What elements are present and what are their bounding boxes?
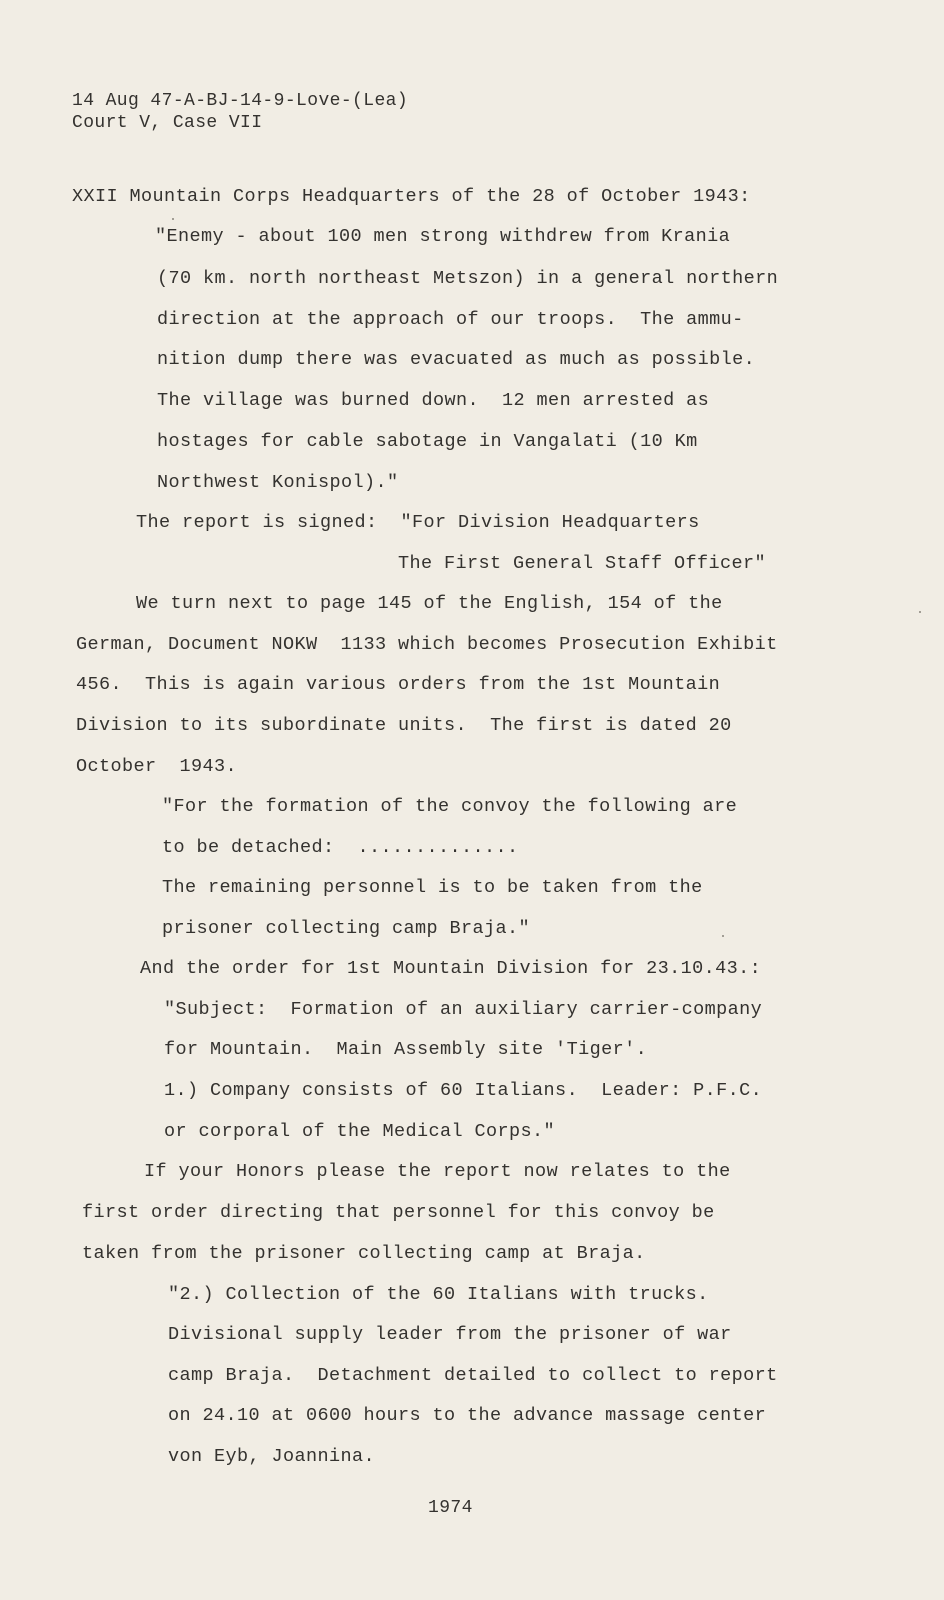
body-line: We turn next to page 145 of the English, 154 of the xyxy=(136,593,723,614)
body-line: taken from the prisoner collecting camp at Braja. xyxy=(82,1243,646,1264)
body-line: von Eyb, Joannina. xyxy=(168,1446,376,1467)
body-line: Division to its subordinate units. The first is dated 20 xyxy=(76,715,732,736)
body-line: hostages for cable sabotage in Vangalati (10 Km xyxy=(157,431,698,452)
body-line: 456. This is again various orders from the 1st Mountain xyxy=(76,674,721,695)
body-line: or corporal of the Medical Corps." xyxy=(164,1121,556,1142)
body-line: October 1943. xyxy=(76,756,238,777)
body-line: on 24.10 at 0600 hours to the advance massage center xyxy=(168,1405,767,1426)
body-line: to be detached: .............. xyxy=(162,837,519,858)
body-line: And the order for 1st Mountain Division for 23.10.43.: xyxy=(140,958,762,979)
body-line: nition dump there was evacuated as much as possible. xyxy=(157,349,756,370)
body-line: The remaining personnel is to be taken from the xyxy=(162,877,703,898)
page-number: 1974 xyxy=(428,1498,473,1518)
paper-speck xyxy=(919,611,921,613)
body-line: Northwest Konispol)." xyxy=(157,472,399,493)
body-line: XXII Mountain Corps Headquarters of the 28 of October 1943: xyxy=(72,186,751,207)
paper-speck xyxy=(722,935,724,937)
body-line: (70 km. north northeast Metszon) in a general northern xyxy=(157,268,779,289)
body-line: The First General Staff Officer" xyxy=(398,553,767,574)
body-line: first order directing that personnel for this convoy be xyxy=(82,1202,715,1223)
body-line: If your Honors please the report now relates to the xyxy=(144,1161,731,1182)
body-line: "For the formation of the convoy the following are xyxy=(162,796,738,817)
body-line: The village was burned down. 12 men arrested as xyxy=(157,390,710,411)
body-line: The report is signed: "For Division Headquarters xyxy=(136,512,700,533)
header-line-1: 14 Aug 47-A-BJ-14-9-Love-(Lea) xyxy=(72,91,409,111)
paper-speck xyxy=(172,218,174,220)
body-line: "Enemy - about 100 men strong withdrew from Krania xyxy=(155,226,731,247)
body-line: "2.) Collection of the 60 Italians with trucks. xyxy=(168,1284,709,1305)
body-line: Divisional supply leader from the prisoner of war xyxy=(168,1324,732,1345)
body-line: camp Braja. Detachment detailed to collect to report xyxy=(168,1365,778,1386)
body-line: for Mountain. Main Assembly site 'Tiger'. xyxy=(164,1039,648,1060)
body-line: direction at the approach of our troops. The ammu- xyxy=(157,309,744,330)
body-line: prisoner collecting camp Braja." xyxy=(162,918,531,939)
header-line-2: Court V, Case VII xyxy=(72,113,263,133)
body-line: German, Document NOKW 1133 which becomes Prosecution Exhibit xyxy=(76,634,778,655)
body-line: "Subject: Formation of an auxiliary carrier-company xyxy=(164,999,763,1020)
body-line: 1.) Company consists of 60 Italians. Leader: P.F.C. xyxy=(164,1080,763,1101)
